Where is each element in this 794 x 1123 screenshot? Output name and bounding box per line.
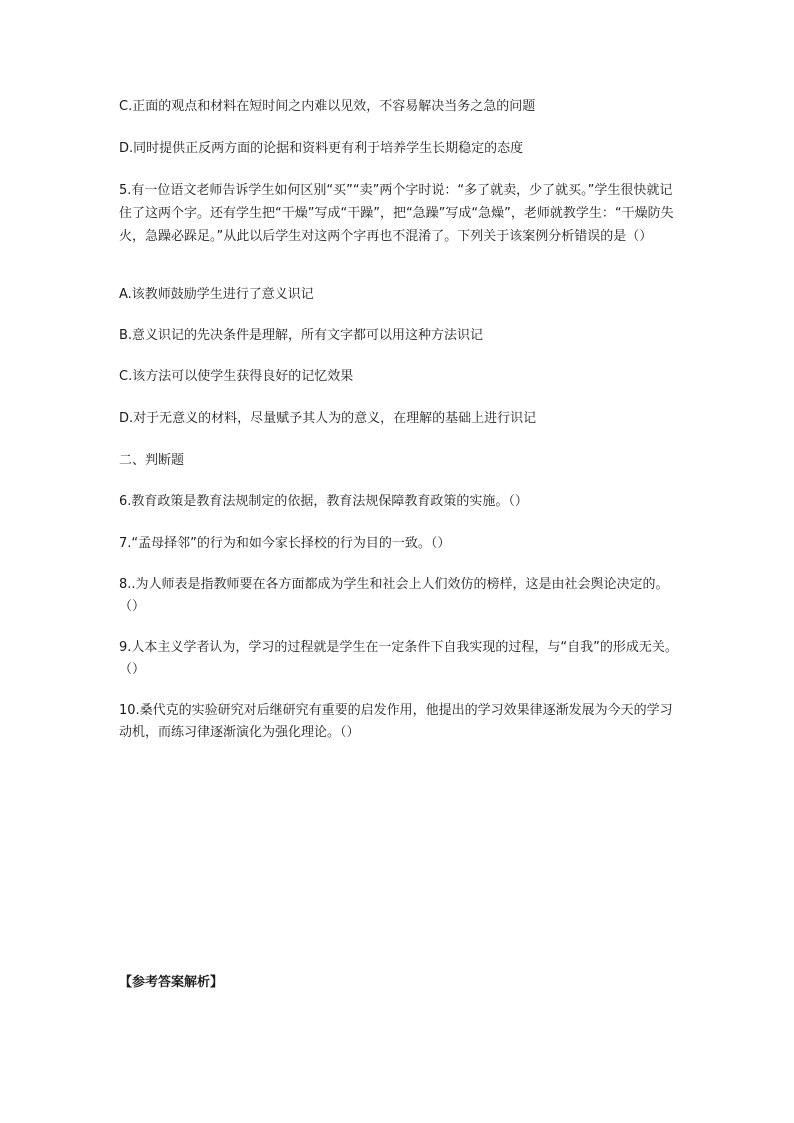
option-d-previous: D.同时提供正反两方面的论据和资料更有利于培养学生长期稳定的态度 xyxy=(119,141,524,156)
question-5-option-a: A.该教师鼓励学生进行了意义识记 xyxy=(119,287,314,302)
question-5-option-d: D.对于无意义的材料，尽量赋予其人为的意义，在理解的基础上进行识记 xyxy=(119,411,537,426)
question-7: 7.“孟母择邻”的行为和如今家长择校的行为目的一致。（） xyxy=(119,536,451,551)
question-5-option-c: C.该方法可以使学生获得良好的记忆效果 xyxy=(119,369,354,384)
question-5-option-b: B.意义识记的先决条件是理解，所有文字都可以用这种方法识记 xyxy=(119,328,484,343)
question-8: 8..为人师表是指教师要在各方面都成为学生和社会上人们效仿的榜样，这是由社会舆论决定的。（） xyxy=(119,577,669,614)
question-9: 9.人本主义学者认为，学习的过程就是学生在一定条件下自我实现的过程，与“自我”的形成无关。（） xyxy=(119,640,678,677)
question-10: 10.桑代克的实验研究对后继研究有重要的启发作用，他提出的学习效果律逐渐发展为今天的学习动机，而练习律逐渐演化为强化理论。（） xyxy=(119,703,673,740)
answer-section-header: 【参考答案解析】 xyxy=(119,975,224,990)
option-c-previous: C.正面的观点和材料在短时间之内难以见效，不容易解决当务之急的问题 xyxy=(119,99,536,114)
question-5-stem: 5.有一位语文老师告诉学生如何区别“买”“卖”两个字时说：“多了就卖，少了就买。”学生很快就记住了这两个字。还有学生把“干燥”写成“干躁”，把“急躁”写成“急燥”，老师就教学生：“干燥防失火，急躁必跺足。”从此以后学生对这两个字再也不混淆了。下列关于该案例分析错误的是（） xyxy=(119,183,674,244)
section-title-true-false: 二、判断题 xyxy=(119,453,185,468)
question-6: 6.教育政策是教育法规制定的依据，教育法规保障教育政策的实施。（） xyxy=(119,494,528,509)
